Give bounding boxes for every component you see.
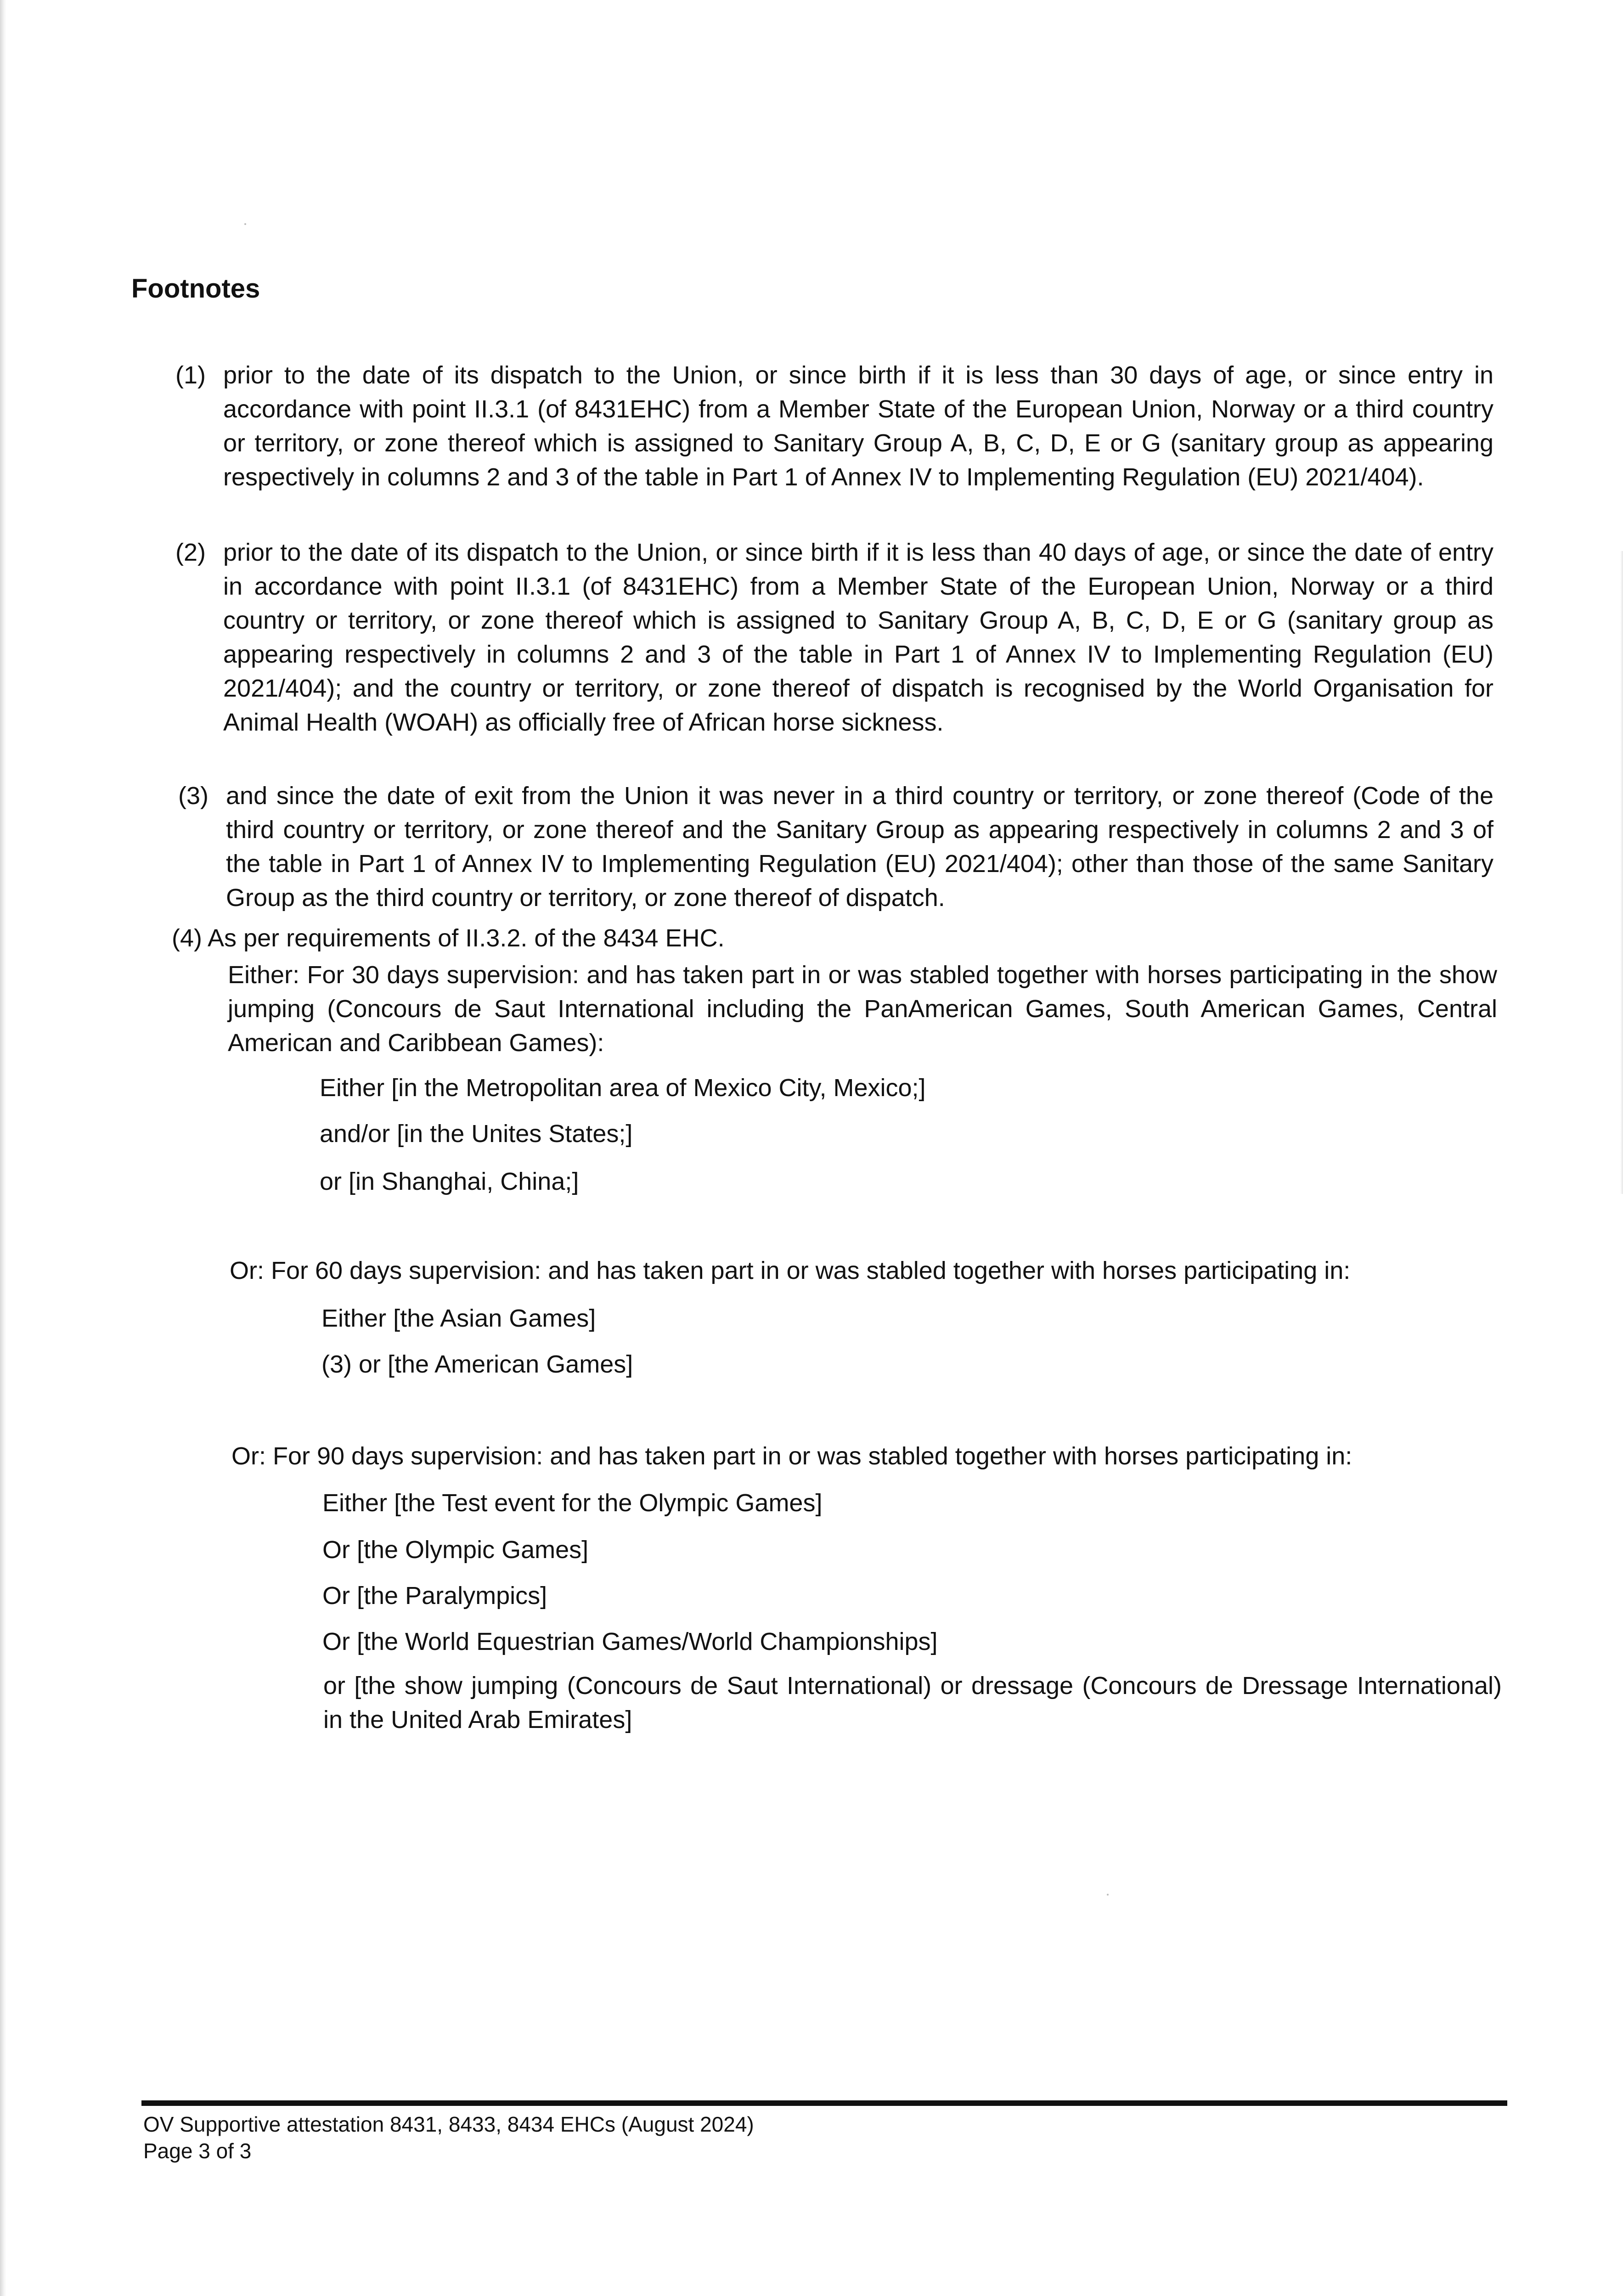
footer-document-title: OV Supportive attestation 8431, 8433, 8434 EHCs (August 2024)	[143, 2112, 754, 2136]
option-30-days: Either: For 30 days supervision: and has taken part in or was stabled together with horses participating in the show jumping (Concours de Saut International including the PanAmerican Games, South American Games, Central American and Caribbean Games):	[228, 961, 1497, 1057]
option-90-item: or [the show jumping (Concours de Saut International) or dressage (Concours de Dressage International) in the United Arab Emirates]	[323, 1672, 1502, 1733]
option-90-item: Or [the Olympic Games]	[322, 1536, 589, 1564]
footnote-3	[178, 779, 1493, 915]
option-30-item: Either [in the Metropolitan area of Mexico City, Mexico;]	[320, 1074, 926, 1102]
option-60-item: Either [the Asian Games]	[321, 1305, 596, 1332]
footnote-number: (2)	[175, 539, 206, 566]
scan-edge-left	[0, 0, 6, 2296]
option-90-days: Or: For 90 days supervision: and has taken part in or was stabled together with horses participating in:	[231, 1442, 1352, 1470]
footer-divider	[141, 2100, 1507, 2106]
footer-page-number: Page 3 of 3	[143, 2139, 252, 2163]
footnote-text: and since the date of exit from the Union it was never in a third country or territory, or zone thereof (Code of the third country or territory, or zone thereof and the Sanitary Group as appearing respectively in columns 2 and 3 of the table in Part 1 of Annex IV to Implementing Regulation (EU) 2021/404); other than those of the same Sanitary Group as the third country or territory, or zone thereof of dispatch.	[226, 782, 1493, 912]
option-90-item: Either [the Test event for the Olympic Games]	[322, 1489, 823, 1517]
footnote-text: prior to the date of its dispatch to the Union, or since birth if it is less than 40 days of age, or since the date of entry in accordance with point II.3.1 (of 8431EHC) from a Member State of the European Union, Norway or a third country or territory, or zone thereof which is assigned to Sanitary Group A, B, C, D, E or G (sanitary group as appearing respectively in columns 2 and 3 of the table in Part 1 of Annex IV to Implementing Regulation (EU) 2021/404); and the country or territory, or zone thereof of dispatch is recognised by the World Organisation for Animal Health (WOAH) as officially free of African horse sickness.	[223, 539, 1493, 736]
scan-speck	[244, 223, 246, 225]
footnote-number: (1)	[175, 361, 206, 389]
option-30-item: or [in Shanghai, China;]	[320, 1168, 579, 1195]
footnote-4-heading: (4) As per requirements of II.3.2. of the 8434 EHC.	[172, 924, 725, 952]
option-60-item: (3) or [the American Games]	[321, 1351, 633, 1378]
footnote-1	[175, 358, 1493, 494]
footnote-text: prior to the date of its dispatch to the Union, or since birth if it is less than 30 days of age, or since entry in accordance with point II.3.1 (of 8431EHC) from a Member State of the European Union, Norway or a third country or territory, or zone thereof which is assigned to Sanitary Group A, B, C, D, E or G (sanitary group as appearing respectively in columns 2 and 3 of the table in Part 1 of Annex IV to Implementing Regulation (EU) 2021/404).	[223, 361, 1493, 491]
footnote-2	[175, 535, 1493, 739]
option-90-item: Or [the Paralympics]	[322, 1582, 547, 1609]
footnote-number: (3)	[178, 782, 209, 810]
option-60-days: Or: For 60 days supervision: and has taken part in or was stabled together with horses participating in:	[230, 1257, 1351, 1284]
scan-speck	[1107, 1894, 1109, 1896]
footnotes-heading: Footnotes	[131, 274, 260, 304]
scan-edge-right	[1620, 551, 1623, 1194]
option-90-item: Or [the World Equestrian Games/World Championships]	[322, 1628, 938, 1655]
option-30-item: and/or [in the Unites States;]	[320, 1120, 633, 1148]
